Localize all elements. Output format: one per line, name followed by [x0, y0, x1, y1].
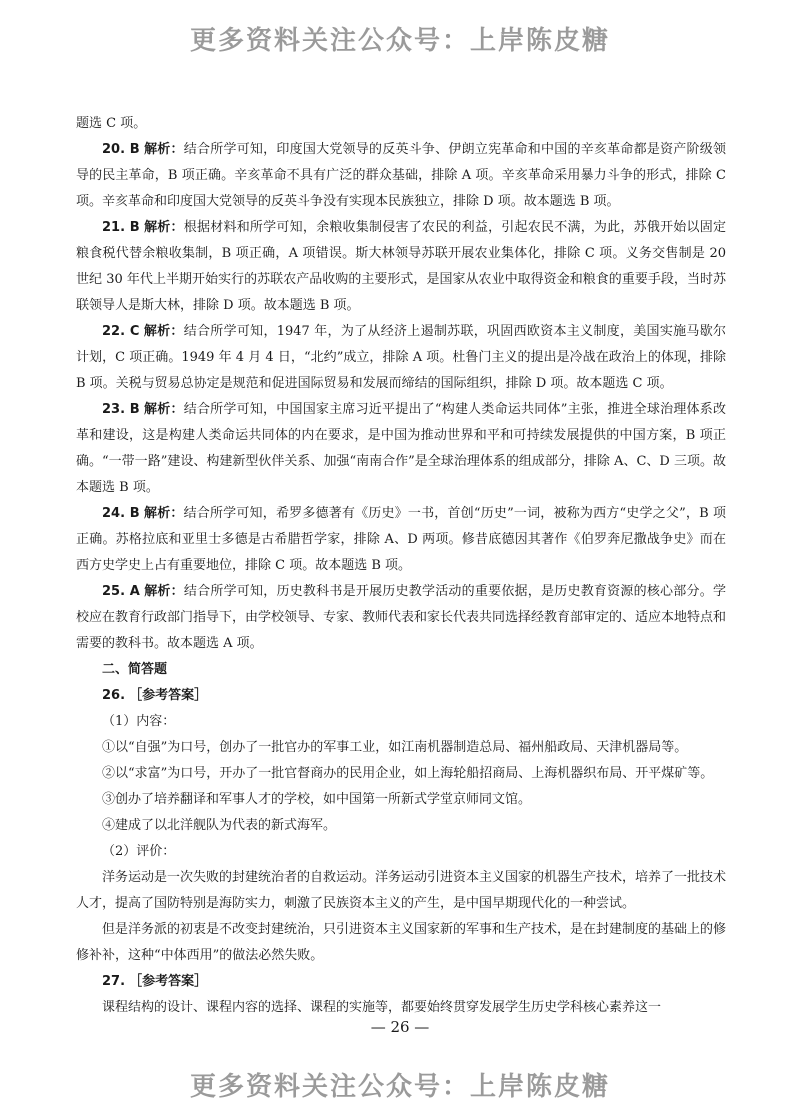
q27-heading	[76, 969, 726, 995]
answer-text: 根据材料和所学可知，余粮收集制侵害了农民的利益，引起农民不满，为此，苏俄开始以固定粮食税代替余粮收集制，B 项正确，A 项错误。斯大林领导苏联开展农业集体化，排除 C 项。义务交售制是 20 世纪 30 年代上半期开始实行的苏联农产品收购的主要形式，是国家从农业中取得资金和粮食的重要手段，当时苏联领导人是斯大林，排除 D 项。故本题选 B 项。	[76, 220, 726, 313]
q27-text: 课程结构的设计、课程内容的选择、课程的实施等，都要始终贯穿发展学生历史学科核心素养这一	[102, 1000, 662, 1015]
q26-eval-2: 但是洋务派的初衷是不改变封建统治，只引进资本主义国家新的军事和生产技术，是在封建制度的基础上的修修补补，这种“中体西用”的做法必然失败。	[76, 922, 727, 963]
answer-22	[76, 319, 726, 397]
q26-item-4: ④建成了以北洋舰队为代表的新式海军。	[102, 818, 337, 833]
question-number: 26.	[102, 688, 126, 703]
question-number: 27.	[102, 974, 126, 989]
watermark-top: 更多资料关注公众号：上岸陈皮糖	[189, 26, 610, 56]
answer-text: 结合所学可知，中国国家主席习近平提出了“构建人类命运共同体”主张，推进全球治理体系改革和建设，这是构建人类命运共同体的内在要求，是中国为推动世界和平和可持续发展提供的中国方案，B 项正确。“一带一路”建设、构建新型伙伴关系、加强“南南合作”是全球治理体系的组成部分，排除 A、C、D 三项。故本题选 B 项。	[76, 402, 726, 495]
section-title: 二、简答题	[102, 662, 168, 677]
answer-number: 20. B	[102, 142, 140, 157]
q26-eval-label: （2）评价：	[102, 844, 176, 859]
q26-heading	[76, 683, 726, 709]
q26-content-label: （1）内容：	[102, 714, 176, 729]
answer-text: 结合所学可知，1947 年，为了从经济上遏制苏联，巩固西欧资本主义制度，美国实施马歇尔计划，C 项正确。1949 年 4 月 4 日，“北约”成立，排除 A 项。杜鲁门主义的提出是冷战在政治上的体现，排除 B 项。关税与贸易总协定是规范和促进国际贸易和发展而缔结的国际组织，排除 D 项。故本题选 C 项。	[76, 324, 726, 391]
q26-item-2: ②以“求富”为口号，开办了一批官督商办的民用企业，如上海轮船招商局、上海机器织布局、开平煤矿等。	[102, 766, 714, 781]
reference-answer-label: ［参考答案］	[129, 688, 208, 703]
analysis-label: 解析：	[144, 402, 184, 417]
analysis-label: 解析：	[144, 220, 184, 235]
page-number: — 26 —	[370, 1018, 430, 1036]
q26-eval-1: 洋务运动是一次失败的封建统治者的自救运动。洋务运动引进资本主义国家的机器生产技术，培养了一批技术人才，提高了国防特别是海防实力，刺激了民族资本主义的产生，是中国早期现代化的一种尝试。	[76, 870, 727, 911]
watermark-bottom: 更多资料关注公众号：上岸陈皮糖	[189, 1072, 610, 1102]
answer-text: 结合所学可知，历史教科书是开展历史教学活动的重要依据，是历史教育资源的核心部分。学校应在教育行政部门指导下，由学校领导、专家、教师代表和家长代表共同选择经教育部审定的、适应本地特点和需要的教科书。故本题选 A 项。	[76, 584, 727, 651]
reference-answer-label: ［参考答案］	[129, 974, 208, 989]
answer-25	[76, 579, 726, 657]
answer-number: 23. B	[102, 402, 140, 417]
analysis-label: 解析：	[144, 506, 184, 521]
answer-number: 24. B	[102, 506, 140, 521]
answer-21	[76, 215, 726, 319]
answer-23	[76, 397, 726, 501]
intro-line: 题选 C 项。	[76, 116, 147, 131]
analysis-label: 解析：	[144, 142, 184, 157]
answer-20	[76, 137, 726, 215]
answer-number: 21. B	[102, 220, 140, 235]
answer-24	[76, 501, 726, 579]
analysis-label: 解析：	[143, 324, 184, 339]
answer-number: 22. C	[102, 324, 140, 339]
analysis-label: 解析：	[144, 584, 184, 599]
answer-text: 结合所学可知，希罗多德著有《历史》一书，首创“历史”一词，被称为西方“史学之父”，B 项正确。苏格拉底和亚里士多德是古希腊哲学家，排除 A、D 两项。修昔底德因其著作《伯罗奔尼撒战争史》而在西方史学史上占有重要地位，排除 C 项。故本题选 B 项。	[76, 506, 726, 573]
answer-content	[76, 111, 726, 1021]
answer-number: 25. A	[102, 584, 140, 599]
q26-item-3: ③创办了培养翻译和军事人才的学校，如中国第一所新式学堂京师同文馆。	[102, 792, 532, 807]
answer-text: 结合所学可知，印度国大党领导的反英斗争、伊朗立宪革命和中国的辛亥革命都是资产阶级领导的民主革命，B 项正确。辛亥革命不具有广泛的群众基础，排除 A 项。辛亥革命采用暴力斗争的形式，排除 C 项。辛亥革命和印度国大党领导的反英斗争没有实现本民族独立，排除 D 项。故本题选 B 项。	[76, 142, 726, 209]
q26-item-1: ①以“自强”为口号，创办了一批官办的军事工业，如江南机器制造总局、福州船政局、天津机器局等。	[102, 740, 688, 755]
